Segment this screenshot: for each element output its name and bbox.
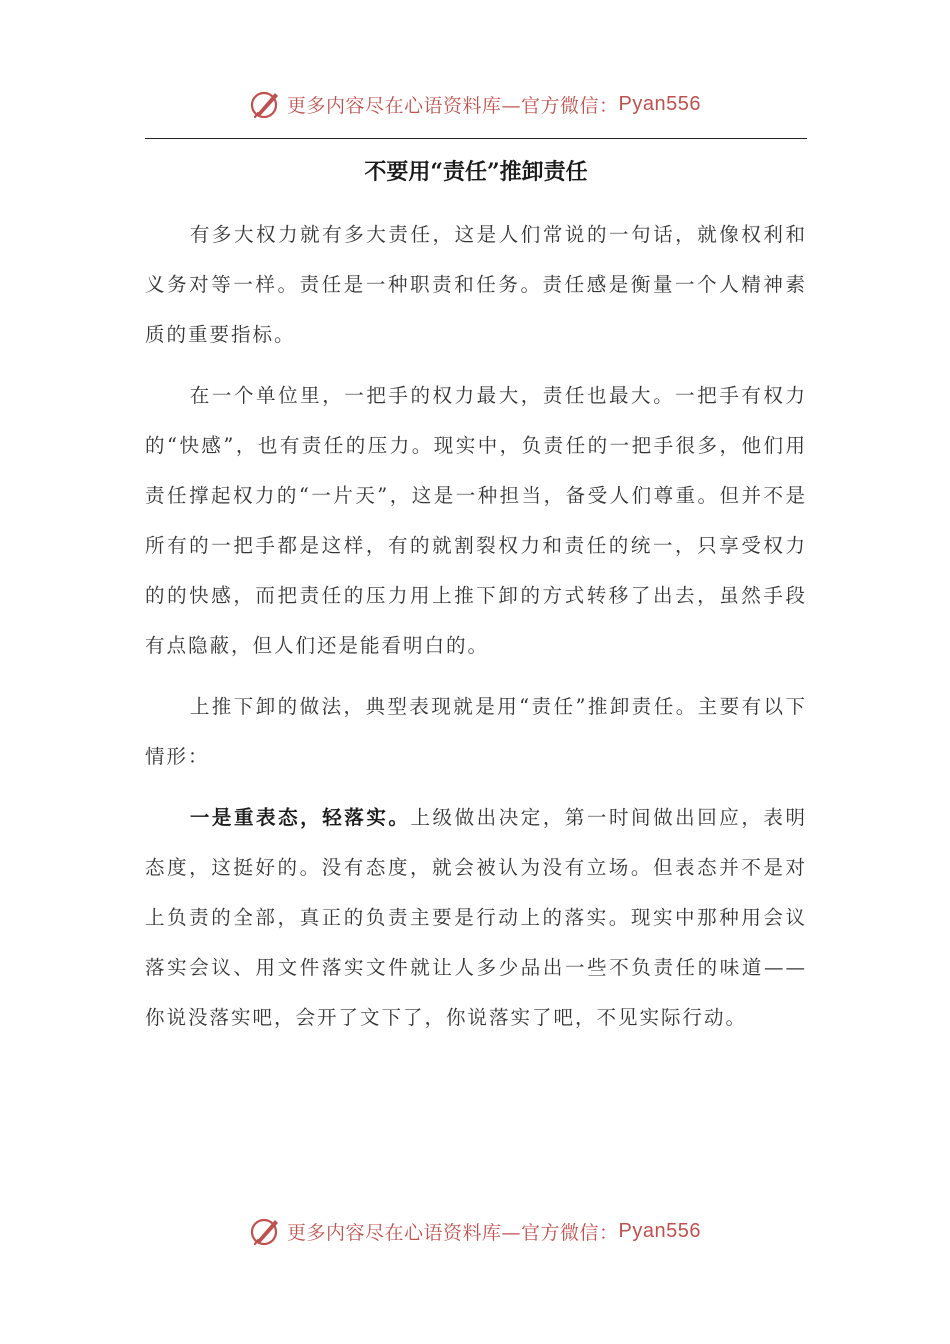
paragraph-3: [145, 682, 807, 782]
quill-pen-logo-icon: [249, 1215, 281, 1247]
watermark-wechat-id: Pyan556: [618, 1219, 701, 1242]
watermark-wechat-id: Pyan556: [618, 92, 701, 115]
paragraph-2: [145, 371, 807, 671]
header-divider: [145, 138, 807, 139]
document-title: 不要用“责任”推卸责任: [364, 159, 588, 185]
watermark-text: 更多内容尽在心语资料库—官方微信：: [287, 1221, 619, 1244]
paragraph-text: 上推下卸的做法，典型表现就是用“责任”推卸责任。主要有以下情形：: [145, 695, 807, 768]
watermark-text: 更多内容尽在心语资料库—官方微信：: [287, 94, 619, 117]
document-body: [145, 210, 807, 1054]
paragraph-lead: 一是重表态，轻落实。: [189, 806, 411, 829]
paragraph-text: 有多大权力就有多大责任，这是人们常说的一句话，就像权利和义务对等一样。责任是一种职责和任务。责任感是衡量一个人精神素质的重要指标。: [145, 223, 807, 346]
quill-pen-logo-icon: [249, 88, 281, 120]
header-watermark: [0, 84, 950, 124]
paragraph-1: [145, 210, 807, 360]
footer-watermark: [0, 1211, 950, 1251]
paragraph-text: 上级做出决定，第一时间做出回应，表明态度，这挺好的。没有态度，就会被认为没有立场。但表态并不是对上负责的全部，真正的负责主要是行动上的落实。现实中那种用会议落实会议、用文件落实文件就让人多少品出一些不负责任的味道——你说没落实吧，会开了文下了，你说落实了吧，不见实际行动。: [145, 806, 807, 1029]
paragraph-4: [145, 793, 807, 1043]
paragraph-text: 在一个单位里，一把手的权力最大，责任也最大。一把手有权力的“快感”，也有责任的压力。现实中，负责任的一把手很多，他们用责任撑起权力的“一片天”，这是一种担当，备受人们尊重。但并不是所有的一把手都是这样，有的就割裂权力和责任的统一，只享受权力的的快感，而把责任的压力用上推下卸的方式转移了出去，虽然手段有点隐蔽，但人们还是能看明白的。: [145, 384, 807, 657]
